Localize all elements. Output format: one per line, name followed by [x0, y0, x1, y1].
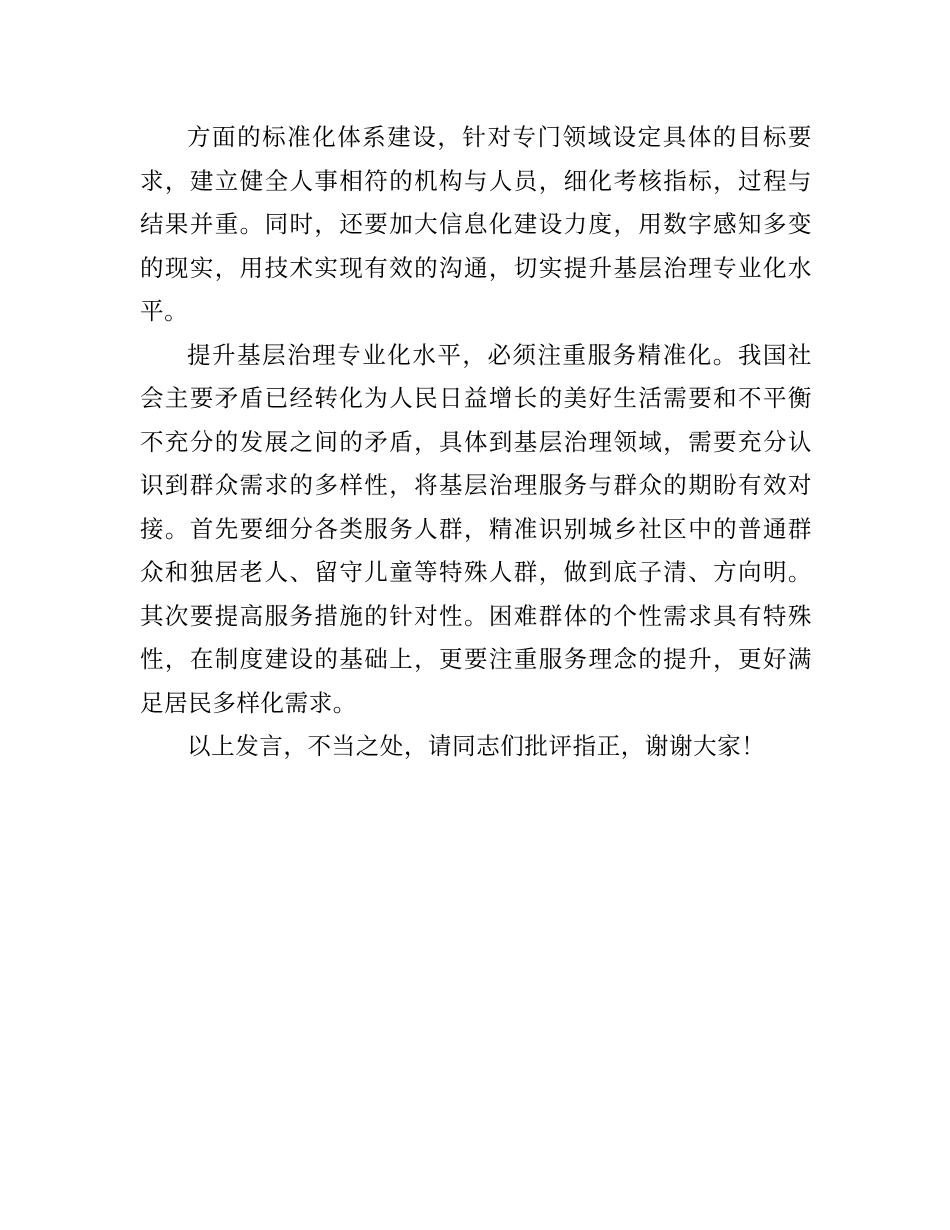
- paragraph-1: 方面的标准化体系建设，针对专门领域设定具体的目标要求，建立健全人事相符的机构与人员，细化考核指标，过程与结果并重。同时，还要加大信息化建设力度，用数字感知多变的现实，用技术实现有效的沟通，切实提升基层治理专业化水平。: [140, 123, 812, 325]
- document-body: [140, 116, 812, 769]
- paragraph-3-closing: 以上发言，不当之处，请同志们批评指正，谢谢大家！: [187, 732, 766, 760]
- paragraph-2: 提升基层治理专业化水平，必须注重服务精准化。我国社会主要矛盾已经转化为人民日益增长的美好生活需要和不平衡不充分的发展之间的矛盾，具体到基层治理领域，需要充分认识到群众需求的多样性，将基层治理服务与群众的期盼有效对接。首先要细分各类服务人群，精准识别城乡社区中的普通群众和独居老人、留守儿童等特殊人群，做到底子清、方向明。其次要提高服务措施的针对性。困难群体的个性需求具有特殊性，在制度建设的基础上，更要注重服务理念的提升，更好满足居民多样化需求。: [140, 340, 812, 717]
